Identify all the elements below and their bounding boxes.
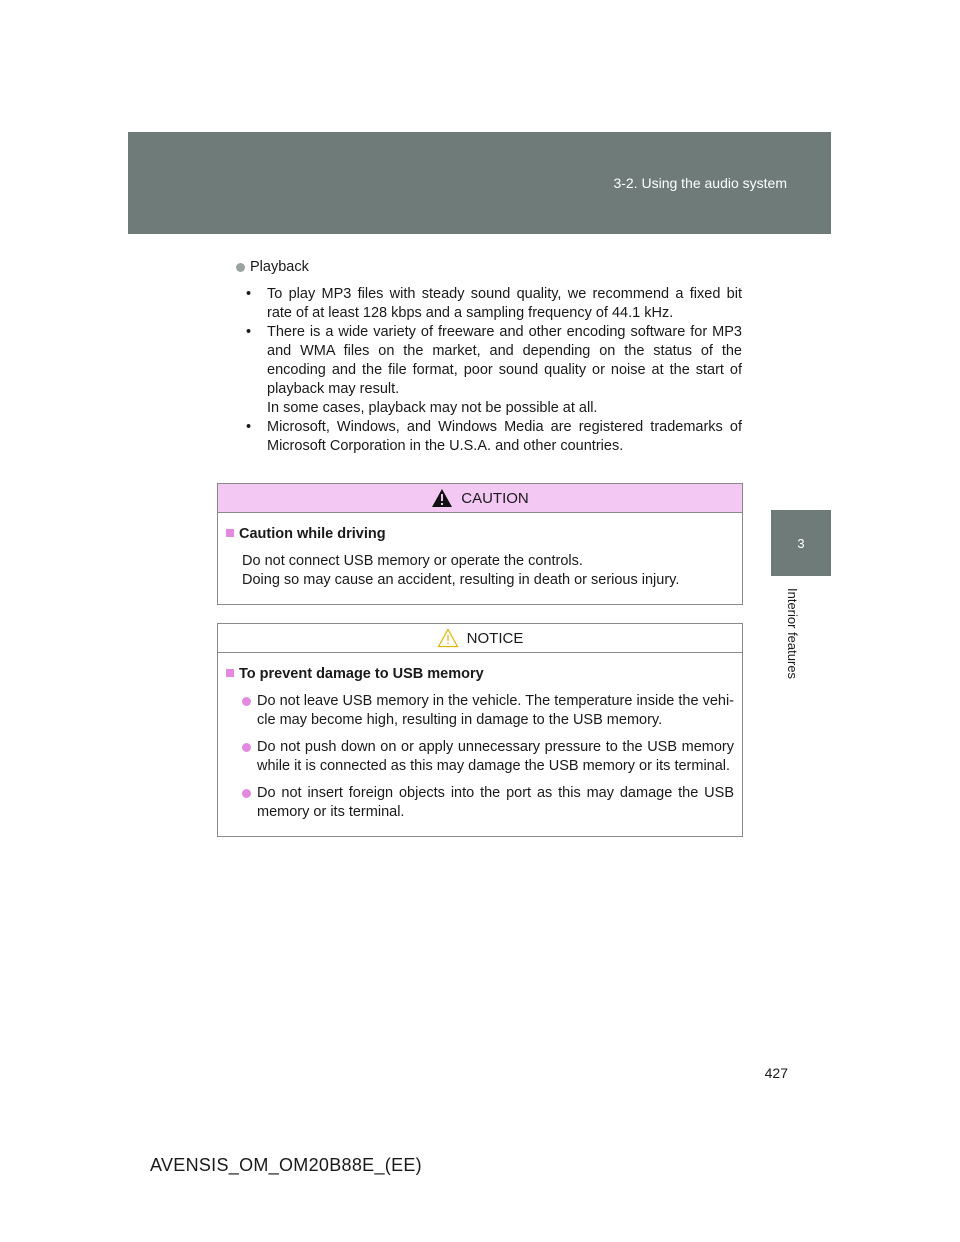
chapter-tab [771,510,831,576]
page-number: 427 [764,1065,788,1081]
bullet-dot-icon [242,743,251,752]
list-item [242,784,734,822]
playback-list [236,285,742,456]
document-code: AVENSIS_OM_OM20B88E_(EE) [150,1155,422,1175]
notice-item-text: Do not insert foreign objects into the port as this may damage the USB memory or its terminal. [257,785,734,820]
notice-title: NOTICE [466,629,524,647]
list-item: • Microsoft, Windows, and Windows Media are registered trademarks of Microsoft Corporation in the U.S.A. and other countries. [242,418,742,456]
caution-subtitle [226,525,734,544]
section-header-band [128,132,831,234]
notice-subtitle-text: To prevent damage to USB memory [239,666,484,682]
chapter-label: Interior features [785,588,800,680]
caution-line: Doing so may cause an accident, resulting in death or serious injury. [242,572,680,588]
caution-header [218,484,742,513]
list-item-text: There is a wide variety of freeware and other encoding software for MP3 and WMA files on the market, and depending on the status of the encoding and the file format, poor sound quality or noise at the start of playback may result. [267,324,742,397]
caution-subtitle-text: Caution while driving [239,526,386,542]
notice-header [218,624,742,653]
notice-subtitle [226,665,734,684]
notice-box [217,623,743,837]
playback-section [236,258,742,456]
caution-text [242,552,734,590]
square-bullet-icon [226,529,234,537]
caution-body [218,513,742,604]
playback-heading [236,258,742,277]
caution-line: Do not connect USB memory or operate the controls. [242,553,583,569]
square-bullet-icon [226,669,234,677]
notice-item-text: Do not leave USB memory in the vehicle. The temperature inside the vehi-cle may become high, resulting in damage to the USB memory. [257,693,734,728]
caution-box [217,483,743,605]
list-item: • To play MP3 files with steady sound quality, we recommend a fixed bit rate of at least 128 kbps and a sampling frequency of 44.1 kHz. [242,285,742,323]
notice-item-text: Do not push down on or apply unnecessary pressure to the USB memory while it is connected as this may damage the USB memory or its terminal. [257,739,734,774]
list-item [242,738,734,776]
list-item [242,692,734,730]
notice-body [218,653,742,836]
list-item [242,323,742,418]
warning-triangle-icon [431,488,453,508]
caution-title: CAUTION [461,489,529,507]
bullet-dot-icon [242,789,251,798]
warning-outline-icon [437,628,459,648]
bullet-dot-icon [242,697,251,706]
list-item-continuation: In some cases, playback may not be possible at all. [267,400,598,416]
bullet-dot-icon [236,263,245,272]
section-title: 3-2. Using the audio system [613,175,787,191]
playback-title: Playback [250,259,309,275]
chapter-number: 3 [797,535,805,551]
